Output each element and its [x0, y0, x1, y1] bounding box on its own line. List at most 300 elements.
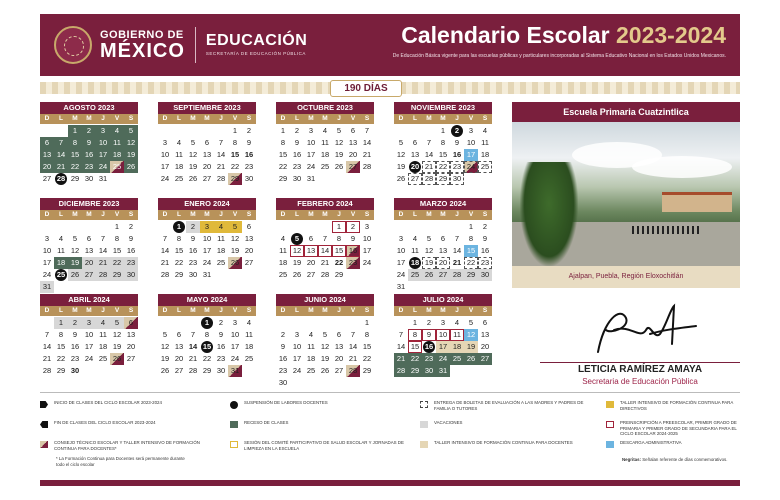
weekday-label: V: [468, 211, 474, 218]
day-cell: 19: [396, 162, 406, 171]
day-cell: 28: [450, 269, 464, 281]
weekday-label: L: [59, 307, 63, 314]
empty-day-cell: [200, 125, 214, 137]
day-cell: 6: [412, 138, 418, 147]
day-cell: 19: [230, 246, 240, 255]
day-cell: 5: [426, 234, 432, 243]
day-cell: 22: [230, 162, 240, 171]
day-cell: 23: [70, 354, 80, 363]
empty-day-cell: [290, 317, 304, 329]
day-cell: 31: [228, 365, 242, 377]
month-calendar: [276, 294, 374, 389]
weekday-header: [394, 210, 492, 220]
weekday-label: M: [440, 307, 446, 314]
day-cell: 6: [86, 234, 92, 243]
legend-label: SESIÓN DEL COMITÉ PARTICIPATIVO DE SALUD ESCOLAR Y JORNADAS DE LIMPIEZA EN LA ESCUELA: [244, 440, 404, 451]
day-cell: 27: [346, 161, 360, 173]
day-cell: 7: [322, 234, 328, 243]
day-cell: 26: [188, 174, 198, 183]
weekday-label: M: [440, 115, 446, 122]
day-cell: 22: [436, 161, 450, 173]
weekday-label: M: [72, 307, 78, 314]
day-cell: 9: [72, 330, 78, 339]
day-cell: 28: [422, 173, 436, 185]
day-cell: 21: [394, 353, 408, 365]
day-cell: 11: [175, 150, 183, 159]
empty-day-cell: [54, 125, 68, 137]
signatory-name: LETICIA RAMÍREZ AMAYA: [577, 364, 703, 375]
day-cell: 22: [68, 161, 82, 173]
empty-day-cell: [82, 221, 96, 233]
plant-foreground: [520, 162, 578, 266]
weekday-label: M: [204, 211, 210, 218]
weekday-label: V: [468, 307, 474, 314]
school-building: [662, 192, 732, 212]
day-cell: 24: [84, 354, 94, 363]
day-cell: 19: [68, 257, 82, 269]
day-grid: [394, 317, 492, 377]
day-cell: 18: [278, 258, 288, 267]
suspension-day-marker: 1: [201, 317, 213, 329]
day-cell: 8: [468, 234, 474, 243]
day-cell: 1: [364, 318, 370, 327]
day-cell: 23: [422, 353, 436, 365]
day-cell: 15: [230, 150, 240, 159]
weekday-label: V: [114, 115, 120, 122]
day-cell: 25: [306, 366, 316, 375]
day-grid: [158, 221, 256, 281]
month-calendar: [276, 198, 374, 281]
day-cell: 16: [452, 150, 462, 159]
weekday-label: S: [482, 211, 488, 218]
weekday-label: D: [44, 115, 50, 122]
day-cell: 7: [426, 138, 432, 147]
day-cell: 12: [290, 245, 304, 257]
legend-item: [606, 440, 740, 448]
empty-day-cell: [346, 317, 360, 329]
day-cell: 18: [450, 341, 464, 353]
day-grid: [40, 317, 138, 377]
month-calendar: [394, 102, 492, 185]
day-cell: 3: [232, 318, 238, 327]
legend-label: DESCARGA ADMINISTRATIVA: [620, 440, 682, 445]
month-title: SEPTIEMBRE 2023: [158, 102, 256, 114]
weekday-label: D: [44, 211, 50, 218]
legend-item: [230, 440, 408, 451]
weekday-header: [394, 306, 492, 316]
day-cell: 25: [278, 270, 288, 279]
day-cell: 4: [58, 234, 64, 243]
empty-day-cell: [214, 125, 228, 137]
day-cell: 21: [160, 258, 170, 267]
day-cell: 17: [292, 354, 302, 363]
day-cell: 11: [217, 234, 225, 243]
day-cell: 4: [110, 125, 124, 137]
day-cell: 31: [202, 270, 212, 279]
day-cell: 20: [202, 162, 212, 171]
day-cell: 21: [452, 258, 462, 267]
weekday-label: J: [101, 211, 105, 218]
day-cell: 9: [454, 138, 460, 147]
day-cell: 17: [160, 162, 170, 171]
weekday-header: [158, 306, 256, 316]
legend-swatch-icon: [606, 421, 614, 428]
day-cell: 30: [188, 270, 198, 279]
day-cell: 29: [56, 366, 66, 375]
day-cell: 4: [96, 317, 110, 329]
edu-line1: EDUCACIÓN: [205, 32, 308, 50]
day-cell: 3: [398, 234, 404, 243]
day-cell: 3: [294, 330, 300, 339]
day-cell: 20: [334, 354, 344, 363]
legend-item: [606, 420, 740, 437]
day-cell: 30: [450, 173, 464, 185]
day-cell: 25: [478, 161, 492, 173]
day-cell: 18: [306, 354, 316, 363]
legend-item: [420, 400, 598, 411]
day-cell: 16: [82, 149, 96, 161]
day-cell: 6: [176, 330, 182, 339]
photo-caption: Ajalpan, Puebla, Región Eloxochitlán: [568, 273, 684, 280]
day-cell: 8: [280, 138, 286, 147]
weekday-label: D: [280, 307, 286, 314]
day-cell: 12: [464, 329, 478, 341]
day-cell: 31: [40, 281, 54, 293]
day-cell: 25: [244, 354, 254, 363]
day-cell: 7: [364, 126, 370, 135]
day-cell: 5: [336, 126, 342, 135]
day-cell: 4: [176, 138, 182, 147]
day-cell: 31: [436, 365, 450, 377]
day-cell: 26: [124, 161, 138, 173]
day-cell: 14: [42, 342, 52, 351]
day-cell: 28: [188, 366, 198, 375]
day-cell: 11: [279, 246, 287, 255]
day-cell: 30: [244, 174, 254, 183]
day-cell: 27: [174, 366, 184, 375]
signatory-role: Secretaria de Educación Pública: [582, 377, 698, 386]
day-cell: 15: [362, 342, 372, 351]
weekday-label: L: [295, 307, 299, 314]
day-cell: 6: [308, 234, 314, 243]
day-cell: 30: [124, 269, 138, 281]
suspension-day-marker: 25: [56, 270, 66, 279]
weekday-label: V: [114, 307, 120, 314]
day-cell: 12: [70, 246, 80, 255]
day-cell: 10: [466, 138, 476, 147]
day-cell: 25: [98, 354, 108, 363]
photo-title: Escuela Primaria Cuatzintlica: [512, 102, 740, 122]
day-cell: 11: [481, 138, 489, 147]
day-cell: 5: [228, 221, 242, 233]
legend-swatch-icon: [40, 401, 48, 408]
day-cell: 16: [126, 246, 136, 255]
suspension-day-marker: 15: [202, 342, 212, 351]
day-cell: 31: [396, 282, 406, 291]
day-cell: 5: [72, 234, 78, 243]
empty-day-cell: [290, 221, 304, 233]
weekday-label: J: [337, 115, 341, 122]
day-cell: 6: [204, 138, 210, 147]
weekday-label: V: [232, 307, 238, 314]
day-cell: 12: [112, 330, 122, 339]
day-cell: 22: [202, 354, 212, 363]
day-cell: 13: [480, 330, 490, 339]
day-cell: 7: [398, 330, 404, 339]
day-cell: 29: [278, 174, 288, 183]
day-cell: 22: [362, 354, 372, 363]
day-cell: 13: [334, 342, 344, 351]
suspension-day-marker: 18: [410, 258, 420, 267]
legend-swatch-icon: [420, 401, 428, 408]
weekday-label: S: [364, 307, 370, 314]
weekday-label: S: [128, 115, 134, 122]
day-cell: 22: [110, 257, 124, 269]
day-cell: 7: [218, 138, 224, 147]
weekday-label: D: [162, 211, 168, 218]
weekday-header: [276, 210, 374, 220]
day-grid: [276, 125, 374, 185]
day-cell: 19: [188, 162, 198, 171]
day-cell: 13: [244, 234, 254, 243]
day-cell: 8: [204, 330, 210, 339]
day-cell: 19: [112, 342, 122, 351]
day-cell: 6: [336, 330, 342, 339]
day-cell: 29: [70, 174, 80, 183]
day-cell: 17: [42, 258, 52, 267]
day-cell: 6: [350, 126, 356, 135]
day-cell: 24: [96, 161, 110, 173]
legend-swatch-icon: [606, 401, 614, 408]
day-cell: 24: [230, 354, 240, 363]
weekday-label: S: [246, 115, 252, 122]
day-cell: 17: [396, 258, 406, 267]
day-cell: 9: [482, 234, 488, 243]
legend-label: SUSPENSIÓN DE LABORES DOCENTES: [244, 400, 328, 405]
day-cell: 15: [278, 150, 288, 159]
suspension-day-marker: 16: [424, 342, 434, 351]
empty-day-cell: [158, 317, 172, 329]
day-cell: 5: [398, 138, 404, 147]
day-cell: 9: [190, 234, 196, 243]
weekday-label: D: [280, 115, 286, 122]
day-cell: 5: [468, 318, 474, 327]
month-title: MAYO 2024: [158, 294, 256, 306]
day-cell: 12: [396, 150, 406, 159]
day-cell: 27: [436, 269, 450, 281]
empty-day-cell: [450, 221, 464, 233]
weekday-label: S: [364, 211, 370, 218]
day-cell: 17: [84, 342, 94, 351]
month-title: ABRIL 2024: [40, 294, 138, 306]
weekday-label: V: [350, 115, 356, 122]
day-cell: 28: [42, 366, 52, 375]
weekday-label: V: [468, 115, 474, 122]
weekday-label: J: [219, 115, 223, 122]
day-cell: 26: [396, 174, 406, 183]
day-cell: 23: [450, 161, 464, 173]
title-year: 2023-2024: [616, 22, 726, 48]
day-cell: 19: [124, 149, 138, 161]
day-cell: 26: [68, 269, 82, 281]
day-cell: 27: [478, 353, 492, 365]
day-cell: 25: [110, 161, 124, 173]
empty-day-cell: [186, 125, 200, 137]
empty-day-cell: [158, 221, 172, 233]
weekday-label: S: [482, 307, 488, 314]
weekday-label: M: [204, 307, 210, 314]
weekday-label: D: [398, 307, 404, 314]
day-cell: 30: [292, 174, 302, 183]
day-cell: 20: [174, 354, 184, 363]
day-cell: 14: [160, 246, 170, 255]
day-grid: [158, 125, 256, 185]
gov-line2: MÉXICO: [100, 39, 185, 62]
day-cell: 24: [160, 174, 170, 183]
bold-note: [622, 457, 727, 462]
weekday-label: D: [44, 307, 50, 314]
day-cell: 14: [54, 149, 68, 161]
day-cell: 7: [100, 234, 106, 243]
day-cell: 9: [218, 330, 224, 339]
day-cell: 11: [321, 138, 329, 147]
day-cell: 13: [126, 330, 136, 339]
day-cell: 8: [68, 137, 82, 149]
day-cell: 18: [174, 162, 184, 171]
weekday-label: S: [364, 115, 370, 122]
day-cell: 3: [44, 234, 50, 243]
day-cell: 1: [468, 222, 474, 231]
day-cell: 5: [322, 330, 328, 339]
day-cell: 8: [364, 330, 370, 339]
day-cell: 16: [188, 246, 198, 255]
legend-item: [420, 420, 598, 428]
day-cell: [408, 257, 422, 269]
title-text: Calendario Escolar: [401, 22, 616, 48]
weekday-label: V: [114, 211, 120, 218]
weekday-label: J: [455, 307, 459, 314]
day-grid: [276, 221, 374, 281]
legend-label: PREINSCRIPCIÓN A PREESCOLAR, PRIMER GRADO DE PRIMARIA Y PRIMER GRADO DE SECUNDARIA PARA EL CICLO ESCOLAR 2024-2025: [620, 420, 737, 436]
footnote: * La Formación Continua para Docentes será permanente durante todo el ciclo escolar: [56, 456, 185, 467]
school-photo: [512, 122, 740, 266]
day-cell: 20: [126, 342, 136, 351]
month-calendar: [394, 198, 492, 293]
weekday-label: J: [455, 211, 459, 218]
day-cell: 9: [422, 329, 436, 341]
day-cell: 26: [292, 270, 302, 279]
month-calendar: [276, 102, 374, 185]
weekday-label: M: [308, 115, 314, 122]
weekday-label: M: [190, 211, 196, 218]
day-cell: 28: [346, 365, 360, 377]
day-cell: 28: [320, 270, 330, 279]
month-calendar: [40, 294, 138, 377]
day-cell: 23: [292, 162, 302, 171]
day-cell: 6: [482, 318, 488, 327]
empty-day-cell: [332, 317, 346, 329]
day-cell: 13: [304, 245, 318, 257]
day-cell: 4: [482, 126, 488, 135]
day-cell: 26: [320, 366, 330, 375]
signature-line: [540, 362, 740, 363]
day-cell: 6: [124, 317, 138, 329]
empty-day-cell: [394, 125, 408, 137]
day-cell: 8: [408, 329, 422, 341]
weekday-label: M: [426, 307, 432, 314]
day-cell: 1: [232, 126, 238, 135]
day-cell: 4: [454, 318, 460, 327]
day-cell: 11: [245, 330, 253, 339]
empty-day-cell: [172, 125, 186, 137]
day-cell: 30: [478, 269, 492, 281]
weekday-label: J: [337, 307, 341, 314]
day-cell: 3: [308, 126, 314, 135]
weekday-label: M: [322, 211, 328, 218]
day-cell: [450, 125, 464, 137]
legend-label: CONSEJO TÉCNICO ESCOLAR Y TALLER INTENSIVO DE FORMACIÓN CONTINUA PARA DOCENTES*: [54, 440, 200, 451]
day-cell: 21: [96, 257, 110, 269]
legend-item: [40, 440, 218, 451]
day-cell: 27: [408, 173, 422, 185]
suspension-day-marker: 2: [451, 125, 463, 137]
month-title: MARZO 2024: [394, 198, 492, 210]
day-cell: 25: [320, 162, 330, 171]
suspension-day-marker: 28: [56, 174, 66, 183]
weekday-label: M: [308, 211, 314, 218]
day-cell: 20: [40, 161, 54, 173]
weekday-label: D: [398, 115, 404, 122]
day-cell: 6: [246, 222, 252, 231]
day-cell: 21: [42, 354, 52, 363]
day-cell: 29: [408, 365, 422, 377]
day-cell: 10: [202, 234, 212, 243]
month-title: AGOSTO 2023: [40, 102, 138, 114]
day-cell: 8: [336, 234, 342, 243]
weekday-label: L: [177, 211, 181, 218]
weekday-label: L: [413, 307, 417, 314]
day-cell: 14: [396, 342, 406, 351]
empty-day-cell: [276, 317, 290, 329]
weekday-header: [40, 210, 138, 220]
day-cell: 18: [216, 246, 226, 255]
day-cell: 14: [362, 138, 372, 147]
day-grid: [394, 221, 492, 293]
day-cell: 13: [174, 342, 184, 351]
day-cell: 21: [348, 354, 358, 363]
day-cell: 29: [464, 269, 478, 281]
suspension-day-marker: 5: [291, 233, 303, 245]
day-cell: 11: [450, 329, 464, 341]
day-cell: 10: [436, 329, 450, 341]
legend-label: TALLER INTENSIVO DE FORMACIÓN CONTINUA PARA DIRECTIVOS: [620, 400, 734, 411]
day-cell: 22: [278, 162, 288, 171]
day-cell: 16: [70, 342, 80, 351]
legend-item: [40, 400, 218, 408]
empty-day-cell: [318, 317, 332, 329]
legend-item: [40, 420, 218, 428]
month-title: OCTUBRE 2023: [276, 102, 374, 114]
day-cell: 2: [218, 318, 224, 327]
day-cell: 13: [438, 246, 448, 255]
day-cell: 15: [112, 246, 122, 255]
month-title: DICIEMBRE 2023: [40, 198, 138, 210]
day-cell: 27: [202, 174, 212, 183]
day-cell: 4: [246, 318, 252, 327]
day-cell: 5: [110, 317, 124, 329]
day-cell: 13: [410, 150, 420, 159]
weekday-label: L: [59, 115, 63, 122]
